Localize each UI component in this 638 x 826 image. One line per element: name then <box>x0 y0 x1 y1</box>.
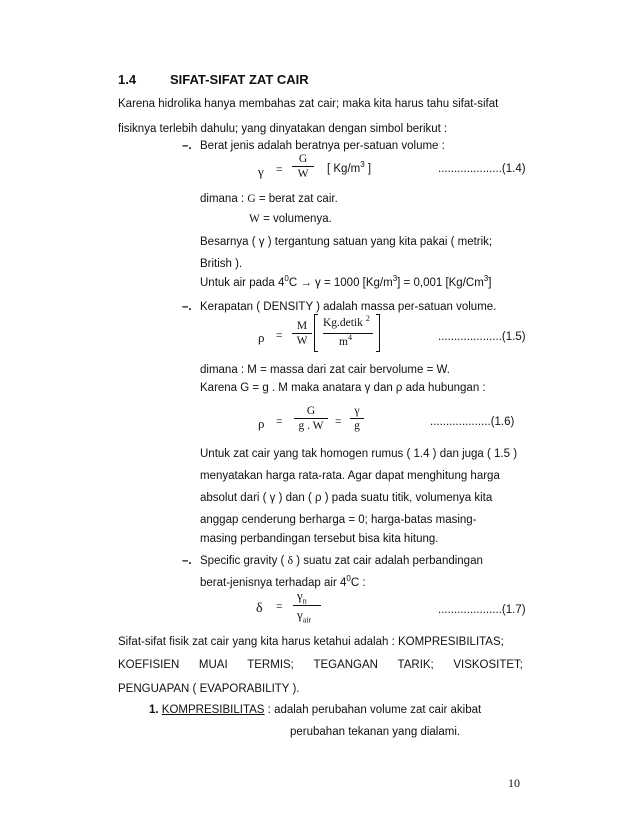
section-title: SIFAT-SIFAT ZAT CAIR <box>170 72 309 87</box>
specific-gravity-text-3: berat-jenisnya terhadap air 4 <box>200 577 347 589</box>
delta-symbol: δ <box>287 555 293 567</box>
untuk-air-mid: C → γ = 1000 [Kg/m <box>288 277 393 289</box>
untuk-air-post: ] <box>488 277 492 289</box>
kompresibilitas-number: 1. <box>149 704 159 716</box>
untuk-air-sup3: 3 <box>483 274 489 284</box>
besarnya-line-2: British ). <box>200 258 243 270</box>
where15-line-1: dimana : M = massa dari zat cair bervolume = W. <box>200 364 450 376</box>
eq15-bnum: Kg.detik <box>323 317 363 329</box>
eq14-denominator: W <box>297 168 309 180</box>
intro-line-1: Karena hidrolika hanya membahas zat cair; maka kita harus tahu sifat-sifat <box>118 98 499 110</box>
where14-def-g: = berat zat cair. <box>258 193 338 205</box>
eq14-equals: = <box>276 164 283 176</box>
page-number: 10 <box>508 776 520 790</box>
homogen-line-1: Untuk zat cair yang tak homogen rumus ( 1.4 ) dan juga ( 1.5 ) <box>200 448 518 460</box>
eq16-fraction-2 <box>350 405 364 432</box>
kompresibilitas-def-2: perubahan tekanan yang dialami. <box>290 726 461 738</box>
eq15-fraction <box>292 320 312 347</box>
eq14-reference: ....................(1.4) <box>438 163 526 175</box>
bullet-dash: –. <box>182 555 192 567</box>
eq15-bracket <box>314 314 380 352</box>
eq15-reference: ....................(1.5) <box>438 331 526 343</box>
eq15-bden-sup: 4 <box>347 333 352 343</box>
eq14-fraction <box>292 153 314 180</box>
where15-line-2: Karena G = g . M maka anatara γ dan ρ ada hubungan : <box>200 382 486 394</box>
eq17-fraction <box>293 588 321 623</box>
eq16-equals-2: = <box>335 416 342 428</box>
eq17-den-sub: air <box>302 615 312 625</box>
eq14-units-post: ] <box>364 163 372 175</box>
eq16-numerator-1: G <box>306 405 316 417</box>
eq14-units <box>327 160 372 175</box>
summary-word: TERMIS; <box>247 659 294 671</box>
where14-line-2 <box>249 213 332 225</box>
homogen-line-4: anggap cenderung berharga = 0; harga-batas masing- <box>200 514 477 526</box>
summary-word: TARIK; <box>397 659 434 671</box>
where14-prefix: dimana : <box>200 193 245 205</box>
where14-var-g: G <box>247 193 256 205</box>
where14-line-1 <box>200 193 338 205</box>
fraction-bar <box>292 333 312 334</box>
kompresibilitas-def-1: : adalah perubahan volume zat cair akibat <box>264 704 482 716</box>
fraction-bar <box>294 418 328 419</box>
eq15-denominator: W <box>296 335 308 347</box>
besarnya-line-1: Besarnya ( γ ) tergantung satuan yang kita pakai ( metrik; <box>200 236 493 248</box>
bullet-dash: –. <box>182 140 192 152</box>
eq17-den-gamma: γ <box>297 607 303 622</box>
fraction-bar <box>350 418 364 419</box>
eq14-gamma: γ <box>258 164 264 179</box>
homogen-line-5: masing perbandingan tersebut bisa kita hitung. <box>200 533 439 545</box>
untuk-air-pre: Untuk air pada 4 <box>200 277 285 289</box>
eq17-num-gamma: γ <box>297 588 303 603</box>
kompresibilitas-item <box>149 704 481 716</box>
summary-line-2 <box>118 659 523 671</box>
eq16-numerator-2: γ <box>354 405 360 417</box>
specific-gravity-deg: 0 <box>346 574 351 584</box>
eq14-units-pre: [ Kg/m <box>327 163 361 175</box>
summary-word: TEGANGAN <box>313 659 378 671</box>
specific-gravity-text-4: C : <box>350 577 366 589</box>
eq15-bnum-sup: 2 <box>365 314 370 324</box>
eq14-units-sup: 3 <box>360 160 365 170</box>
where14-def-w: = volumenya. <box>263 213 332 225</box>
untuk-air-sup2: 3 <box>392 274 398 284</box>
eq15-numerator: M <box>296 320 308 332</box>
berat-jenis-text: Berat jenis adalah beratnya per-satuan volume : <box>200 140 445 152</box>
homogen-line-2: menyatakan harga rata-rata. Agar dapat menghitung harga <box>200 470 500 482</box>
eq16-equals: = <box>276 416 283 428</box>
intro-line-2: fisiknya terlebih dahulu; yang dinyatakan dengan simbol berikut : <box>118 123 448 135</box>
eq15-rho: ρ <box>258 330 265 345</box>
eq16-reference: ...................(1.6) <box>430 416 515 428</box>
specific-gravity-text-1: Specific gravity ( <box>200 555 285 567</box>
fraction-bar <box>292 166 314 167</box>
eq17-denominator <box>293 607 321 623</box>
kerapatan-text: Kerapatan ( DENSITY ) adalah massa per-satuan volume. <box>200 301 497 313</box>
eq17-num-sub: n <box>302 596 307 606</box>
specific-gravity-text-2: ) suatu zat cair adalah perbandingan <box>296 555 483 567</box>
fraction-bar <box>293 605 321 606</box>
eq17-equals: = <box>276 601 283 613</box>
where14-var-w: W <box>249 213 260 225</box>
kompresibilitas-term: KOMPRESIBILITAS <box>161 704 265 716</box>
eq16-fraction-1 <box>294 405 328 432</box>
eq15-bracket-numerator <box>323 314 370 329</box>
specific-gravity-line-1 <box>200 555 483 567</box>
eq15-bden: m <box>339 336 348 348</box>
specific-gravity-line-2 <box>200 574 366 589</box>
summary-word: VISKOSITET; <box>453 659 523 671</box>
untuk-air-line <box>200 274 492 289</box>
summary-word: MUAI <box>198 659 228 671</box>
summary-word: KOEFISIEN <box>118 659 180 671</box>
untuk-air-mid2: ] = 0,001 [Kg/Cm <box>397 277 484 289</box>
eq17-delta: δ <box>256 601 263 616</box>
eq16-denominator-2: g <box>354 420 360 432</box>
eq17-reference: ....................(1.7) <box>438 604 526 616</box>
eq15-equals: = <box>276 330 283 342</box>
eq17-numerator <box>293 588 321 604</box>
homogen-line-3: absolut dari ( γ ) dan ( ρ ) pada suatu titik, volumenya kita <box>200 492 493 504</box>
eq14-numerator: G <box>298 153 308 165</box>
bullet-dash: –. <box>182 301 192 313</box>
eq16-rho: ρ <box>258 416 265 431</box>
summary-line-3: PENGUAPAN ( EVAPORABILITY ). <box>118 683 300 695</box>
eq15-bracket-denominator <box>339 333 352 348</box>
section-number: 1.4 <box>118 72 137 87</box>
untuk-air-deg: 0 <box>284 274 289 284</box>
summary-line-1: Sifat-sifat fisik zat cair yang kita harus ketahui adalah : KOMPRESIBILITAS; <box>118 636 504 648</box>
eq16-denominator-1: g . W <box>298 420 324 432</box>
